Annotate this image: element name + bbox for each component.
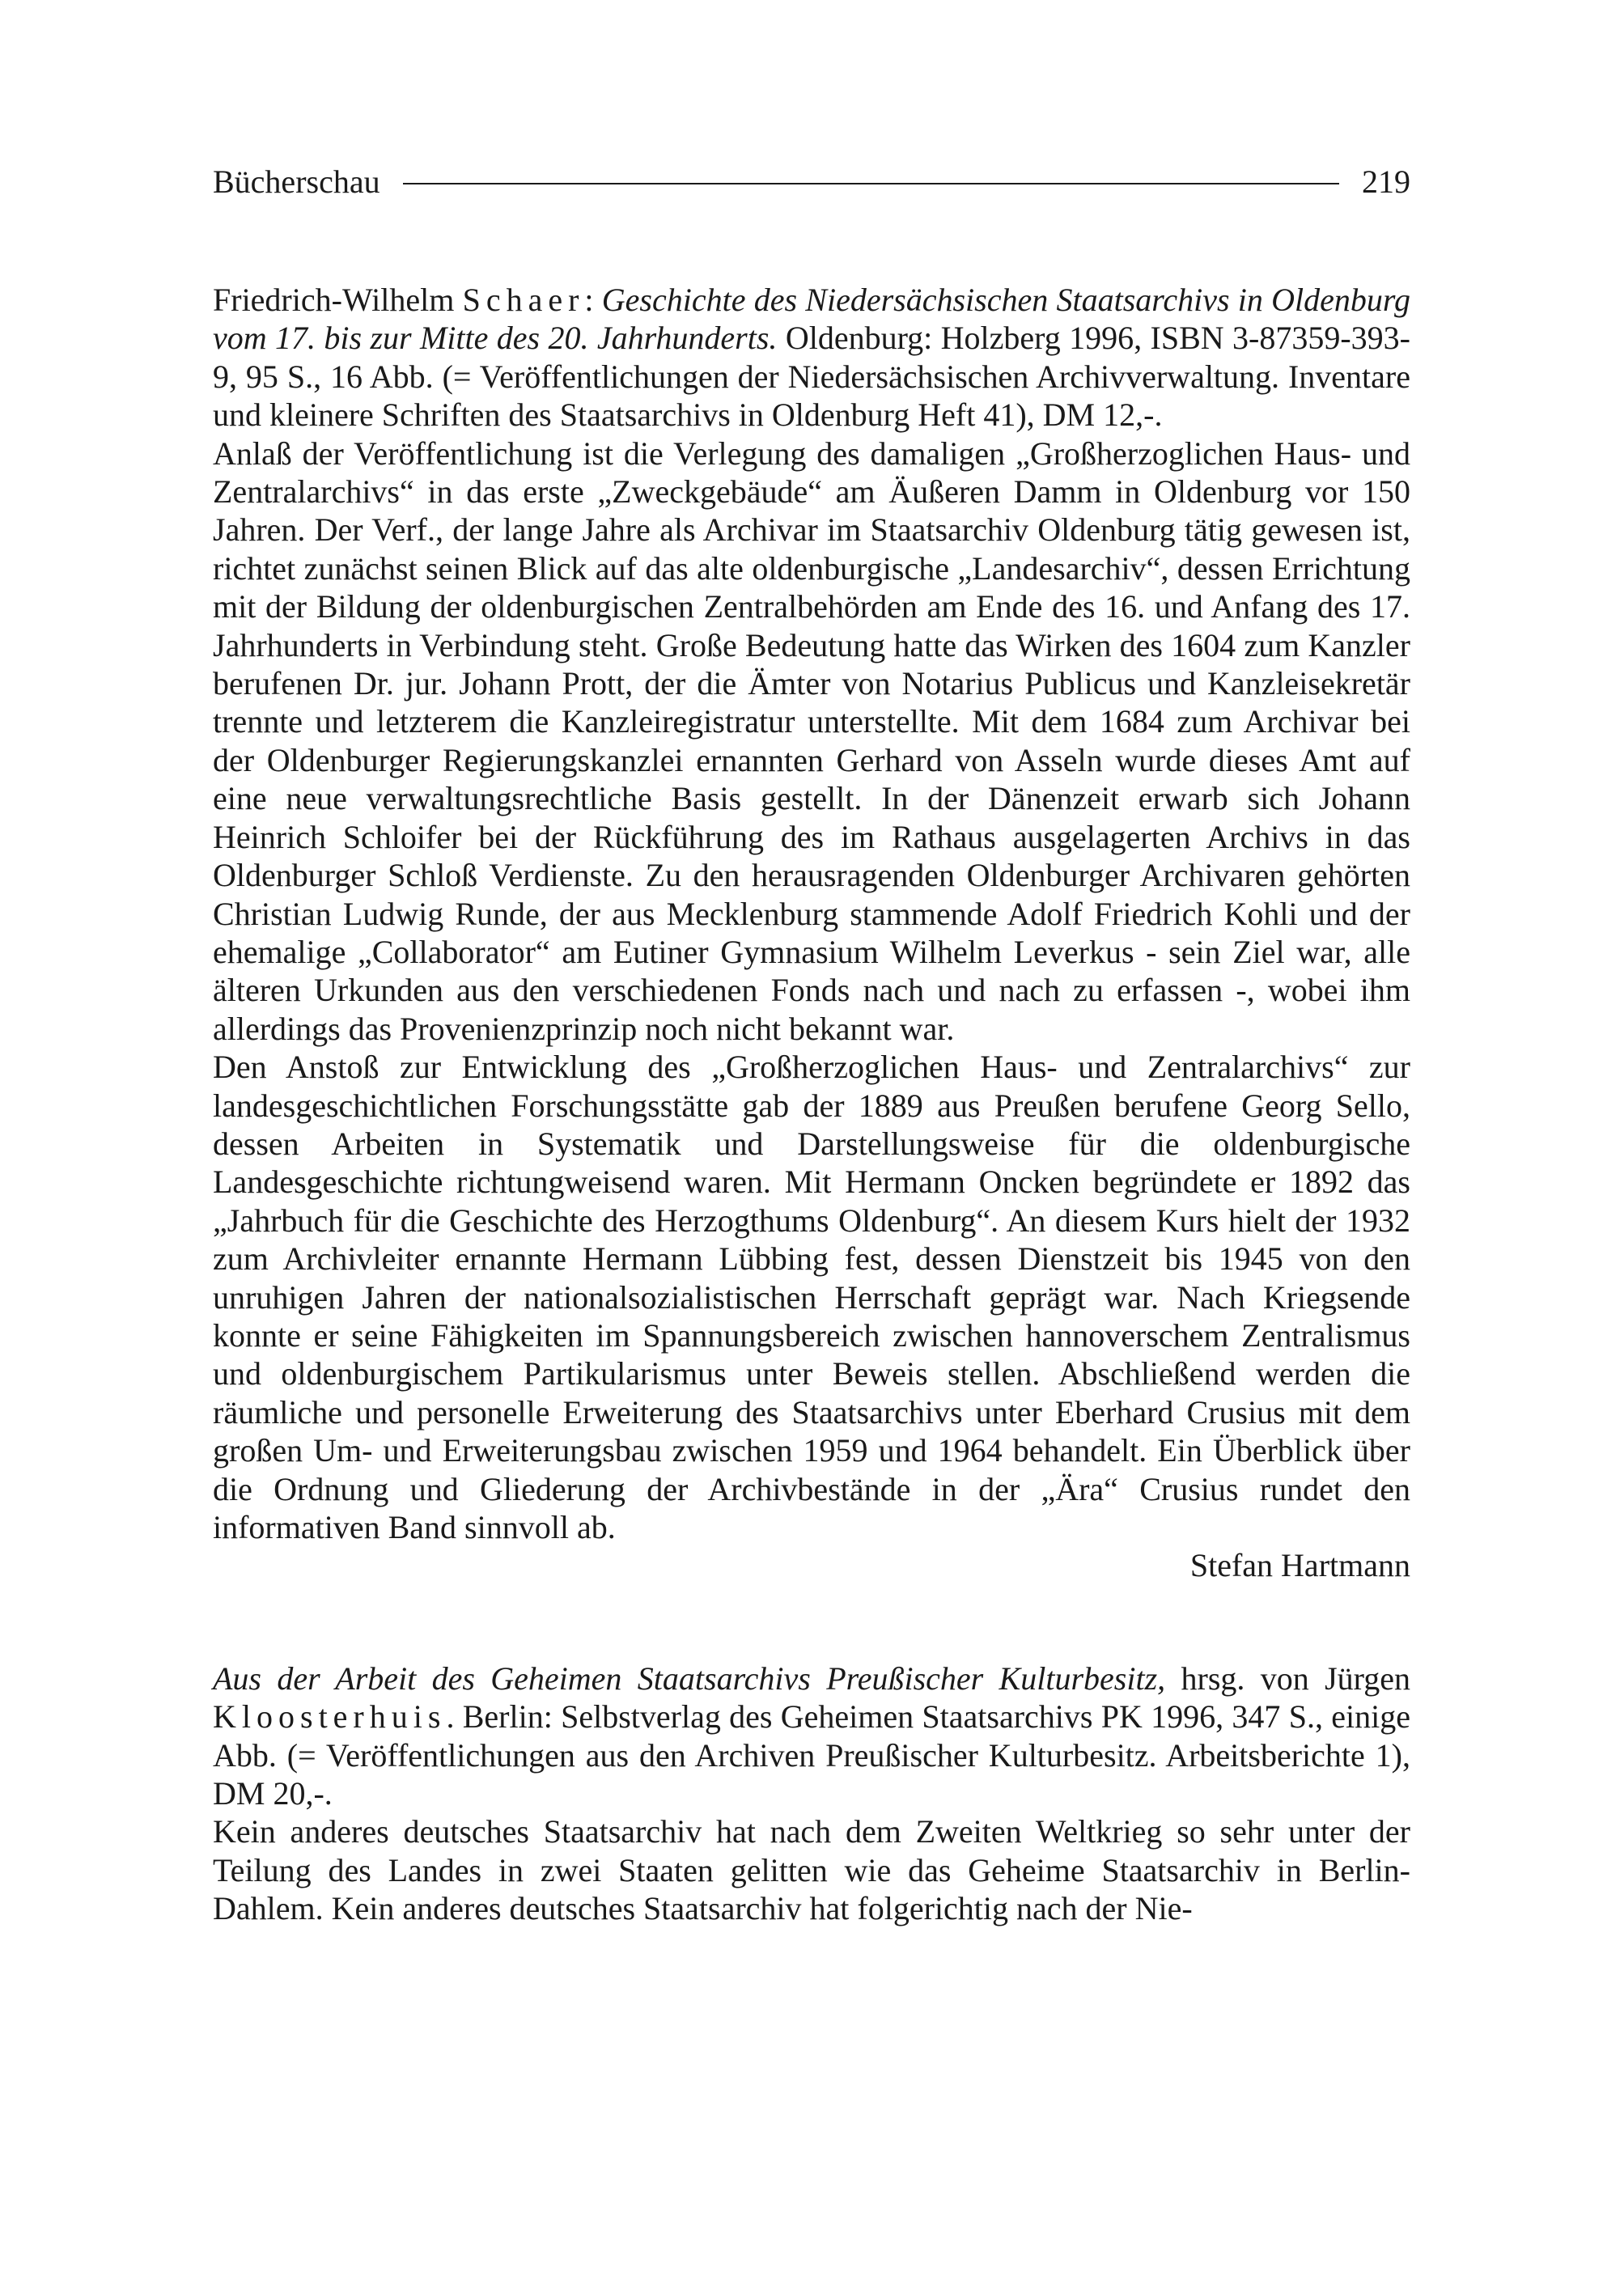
review-2	[213, 1659, 1410, 1928]
review-1-author-last: Schaer	[462, 282, 585, 318]
review-2-paragraph-1: Kein anderes deutsches Staatsarchiv hat nach dem Zweiten Weltkrieg so sehr unter der Teilung des Landes in zwei Staaten gelitten wie das Geheime Staatsarchiv in Berlin-Dahlem. Kein anderes deutsches Staatsarchiv hat folgerichtig nach der Nie-	[213, 1813, 1410, 1927]
running-head	[213, 163, 1410, 200]
review-2-citation	[213, 1659, 1410, 1813]
header-rule	[403, 183, 1339, 184]
review-1-reviewer: Stefan Hartmann	[1189, 1547, 1410, 1584]
review-2-publication-details: . Berlin: Selbstverlag des Geheimen Staatsarchivs PK 1996, 347 S., einige Abb. (= Veröffentlichungen aus den Archiven Preußischer Kulturbesitz. Arbeitsberichte 1), DM 20,-.	[213, 1698, 1410, 1812]
page-number: 219	[1362, 163, 1410, 200]
review-1	[213, 281, 1410, 1585]
page	[213, 163, 1411, 1928]
review-1-paragraph-2: Den Anstoß zur Entwicklung des „Großherzoglichen Haus- und Zentralarchivs“ zur landesgeschichtlichen Forschungsstätte gab der 1889 aus Preußen berufene Georg Sello, dessen Arbeiten in Systematik und Darstellungsweise für die oldenburgische Landesgeschichte richtungweisend waren. Mit Hermann Oncken begründete er 1892 das „Jahrbuch für die Geschichte des Herzogthums Oldenburg“. An diesem Kurs hielt der 1932 zum Archivleiter ernannte Hermann Lübbing fest, dessen Dienstzeit bis 1945 von den unruhigen Jahren der nationalsozialistischen Herrschaft geprägt war. Nach Kriegsende konnte er seine Fähigkeiten im Spannungsbereich zwischen hannoverschem Zentralismus und oldenburgischem Partikularismus unter Beweis stellen. Abschließend werden die räumliche und personelle Erweiterung des Staatsarchivs unter Eberhard Crusius mit dem großen Um- und Erweiterungsbau zwischen 1959 und 1964 behandelt. Ein Überblick über die Ordnung und Gliederung der Archivbestände in der „Ära“ Crusius rundet den informativen Band sinnvoll ab.	[213, 1049, 1410, 1545]
review-2-book-title: Aus der Arbeit des Geheimen Staatsarchivs Preußischer Kulturbesitz,	[213, 1659, 1166, 1697]
review-1-author-first: Friedrich-Wilhelm	[213, 282, 455, 318]
review-1-citation	[213, 281, 1410, 434]
review-1-publication-details: Oldenburg: Holzberg 1996, ISBN 3-87359-393-9, 95 S., 16 Abb. (= Veröffentlichungen der Niedersächsischen Archivverwaltung. Inventare und kleinere Schriften des Staatsarchivs in Oldenburg Heft 41), DM 12,-.	[213, 320, 1410, 434]
review-2-editor-prefix: hrsg. von Jürgen	[1165, 1659, 1411, 1697]
review-1-author-sep: :	[584, 282, 602, 318]
review-1-book-title: Geschichte des Niedersächsischen Staatsarchivs in Oldenburg vom 17. bis zur Mitte des 20. Jahrhunderts.	[213, 282, 1411, 357]
review-1-paragraph-1: Anlaß der Veröffentlichung ist die Verlegung des damaligen „Großherzoglichen Haus- und Zentralarchivs“ in das erste „Zweckgebäude“ am Äußeren Damm in Oldenburg vor 150 Jahren. Der Verf., der lange Jahre als Archivar im Staatsarchiv Oldenburg tätig gewesen ist, richtet zunächst seinen Blick auf das alte oldenburgische „Landesarchiv“, dessen Errichtung mit der Bildung der oldenburgischen Zentralbehörden am Ende des 16. und Anfang des 17. Jahrhunderts in Verbindung steht. Große Bedeutung hatte das Wirken des 1604 zum Kanzler berufenen Dr. jur. Johann Prott, der die Ämter von Notarius Publicus und Kanzleisekretär trennte und letzterem die Kanzleiregistratur unterstellte. Mit dem 1684 zum Archivar bei der Oldenburger Regierungskanzlei ernannten Gerhard von Asseln wurde dieses Amt auf eine neue verwaltungsrechtliche Basis gestellt. In der Dänenzeit erwarb sich Johann Heinrich Schloifer bei der Rückführung des im Rathaus ausgelagerten Archivs in das Oldenburger Schloß Verdienste. Zu den herausragenden Oldenburger Archivaren gehörten Christian Ludwig Runde, der aus Mecklenburg stammende Adolf Friedrich Kohli und der ehemalige „Collaborator“ am Eutiner Gymnasium Wilhelm Leverkus - sein Ziel war, alle älteren Urkunden aus den verschiedenen Fonds nach und nach zu erfassen -, wobei ihm allerdings das Provenienzprinzip noch nicht bekannt war.	[213, 434, 1410, 1047]
section-title: Bücherschau	[213, 163, 380, 200]
review-2-editor-last: Kloosterhuis	[213, 1698, 447, 1736]
